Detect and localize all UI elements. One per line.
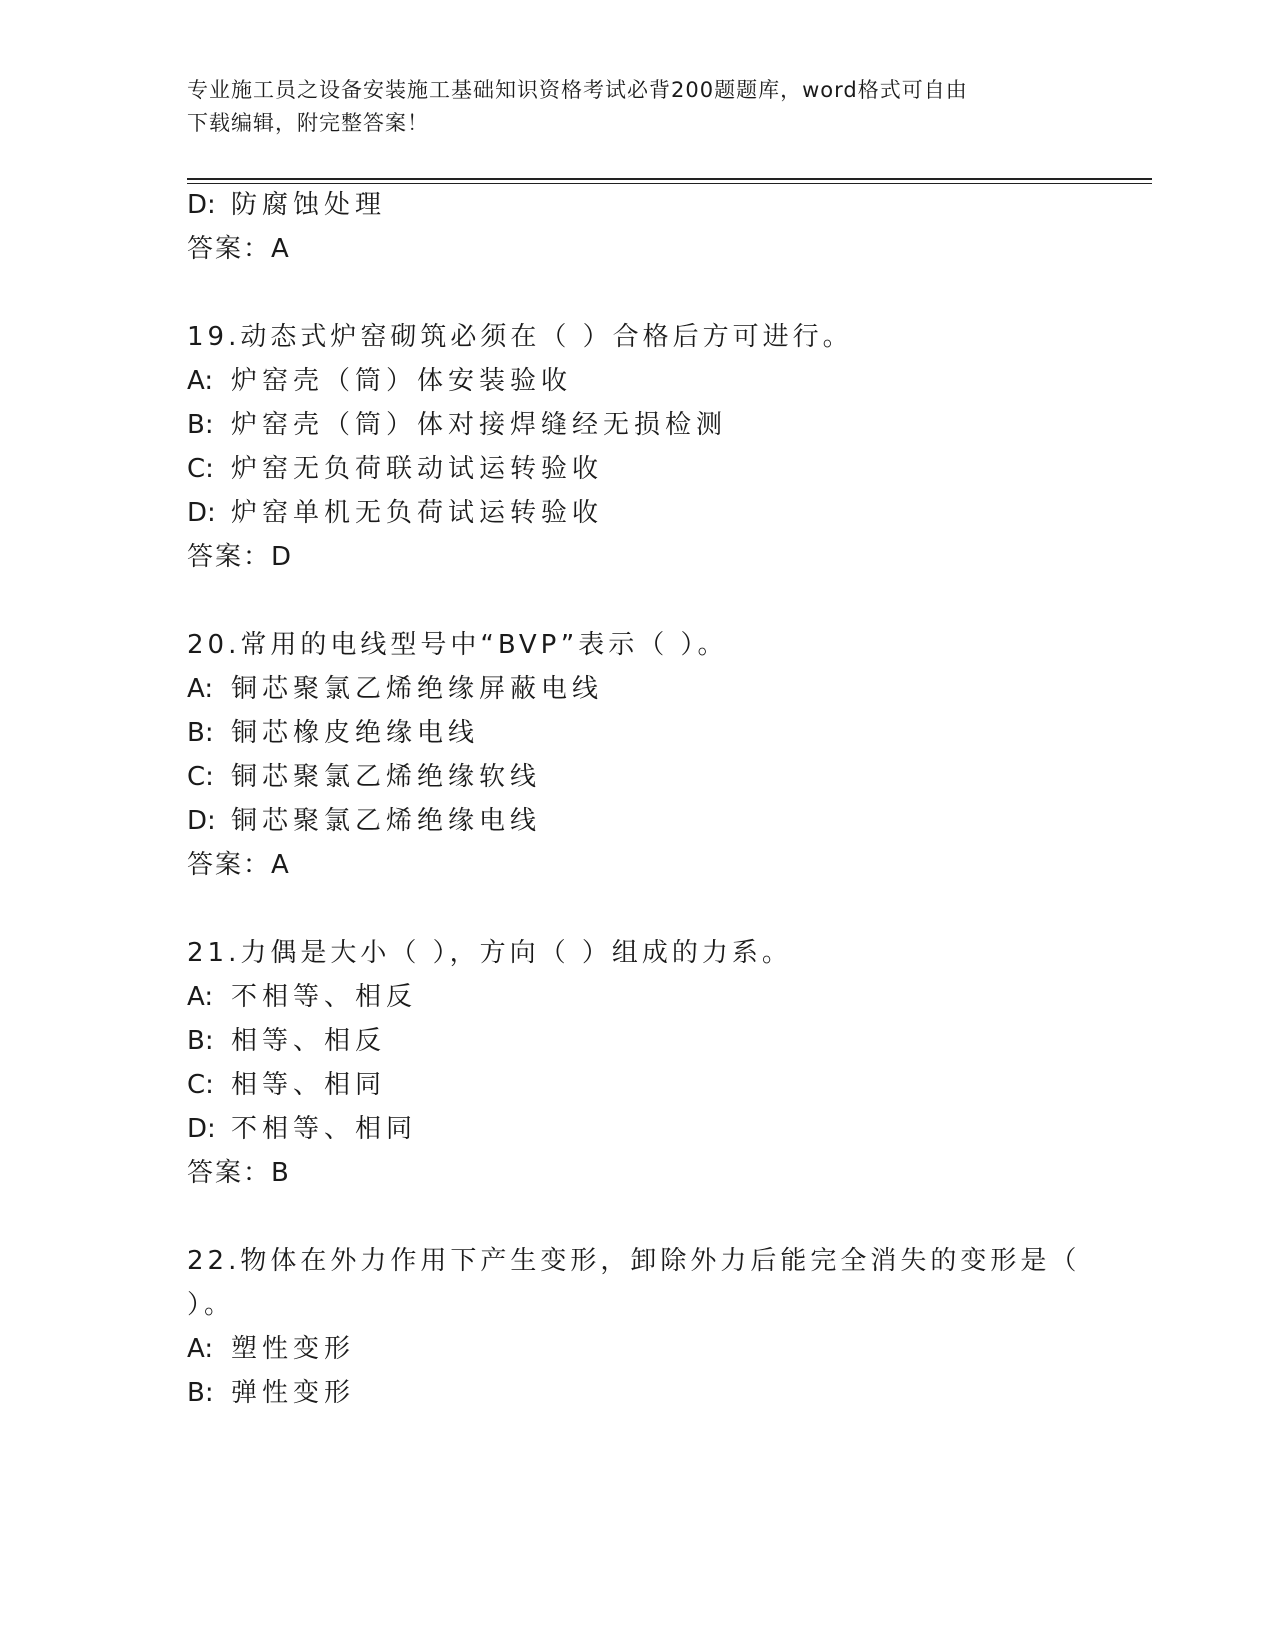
option-letter: B: — [187, 1026, 214, 1056]
option-letter: A: — [187, 366, 214, 396]
question-21-option-b — [187, 1020, 386, 1057]
option-letter: D: — [187, 1114, 216, 1144]
question-20-option-c — [187, 756, 541, 793]
option-letter: C: — [187, 1070, 214, 1100]
question-20-option-a — [187, 668, 603, 705]
option-text: 铜芯聚氯乙烯绝缘电线 — [231, 806, 542, 836]
question-19-option-b — [187, 404, 727, 441]
option-letter: C: — [187, 762, 214, 792]
option-text: 铜芯聚氯乙烯绝缘屏蔽电线 — [231, 674, 604, 704]
option-letter: D: — [187, 498, 216, 528]
option-letter: C: — [187, 454, 214, 484]
question-21-answer — [187, 1152, 290, 1189]
option-letter: A: — [187, 1334, 214, 1364]
question-20-option-b — [187, 712, 479, 749]
question-21-option-d — [187, 1108, 417, 1145]
option-text: 炉窑壳（筒）体安装验收 — [231, 366, 573, 396]
option-text: 相等、相反 — [231, 1026, 387, 1056]
option-text: 弹性变形 — [231, 1378, 356, 1408]
answer-label: 答案： — [187, 542, 272, 572]
option-text: 不相等、相同 — [231, 1114, 418, 1144]
question-20-option-d — [187, 800, 541, 837]
option-text: 不相等、相反 — [231, 982, 418, 1012]
question-19-option-d — [187, 492, 603, 529]
option-text: 炉窑单机无负荷试运转验收 — [231, 498, 604, 528]
question-19-stem: 19.动态式炉窑砌筑必须在（ ）合格后方可进行。 — [187, 322, 853, 352]
option-letter: B: — [187, 718, 214, 748]
option-letter: A: — [187, 982, 214, 1012]
answer-prev — [187, 228, 290, 265]
option-text: 炉窑壳（筒）体对接焊缝经无损检测 — [231, 410, 728, 440]
question-22-stem-line-2: ）。 — [187, 1290, 235, 1320]
question-21-option-c — [187, 1064, 386, 1101]
question-22-stem-line-1: 22.物体在外力作用下产生变形，卸除外力后能完全消失的变形是（ — [187, 1246, 1081, 1276]
question-22-option-a — [187, 1328, 355, 1365]
option-letter: B: — [187, 410, 214, 440]
answer-label: 答案： — [187, 850, 272, 880]
answer-label: 答案： — [187, 234, 272, 264]
option-text: 炉窑无负荷联动试运转验收 — [231, 454, 604, 484]
answer-value: A — [271, 234, 290, 264]
question-19-option-a — [187, 360, 572, 397]
question-21-stem: 21.力偶是大小（ ），方向（ ）组成的力系。 — [187, 938, 792, 968]
header-line-1: 专业施工员之设备安装施工基础知识资格考试必背200题题库，word格式可自由 — [187, 78, 968, 102]
option-text: 铜芯聚氯乙烯绝缘软线 — [231, 762, 542, 792]
answer-label: 答案： — [187, 1158, 272, 1188]
question-19-answer — [187, 536, 292, 573]
header-line-2: 下载编辑，附完整答案！ — [187, 111, 429, 135]
question-20-stem: 20.常用的电线型号中“BVP”表示（ ）。 — [187, 630, 728, 660]
question-20-answer — [187, 844, 290, 881]
question-21-option-a — [187, 976, 417, 1013]
answer-value: D — [271, 542, 293, 572]
option-letter: D: — [187, 806, 216, 836]
option-text: 铜芯橡皮绝缘电线 — [231, 718, 480, 748]
option-letter: D: — [187, 190, 216, 220]
question-22-option-b — [187, 1372, 355, 1409]
option-letter: A: — [187, 674, 214, 704]
option-text: 塑性变形 — [231, 1334, 356, 1364]
answer-value: A — [271, 850, 290, 880]
answer-value: B — [271, 1158, 290, 1188]
option-text: 防腐蚀处理 — [231, 190, 387, 220]
question-19-option-c — [187, 448, 603, 485]
option-text: 相等、相同 — [231, 1070, 387, 1100]
document-header — [187, 74, 1087, 140]
option-d-prev — [187, 184, 386, 221]
option-letter: B: — [187, 1378, 214, 1408]
